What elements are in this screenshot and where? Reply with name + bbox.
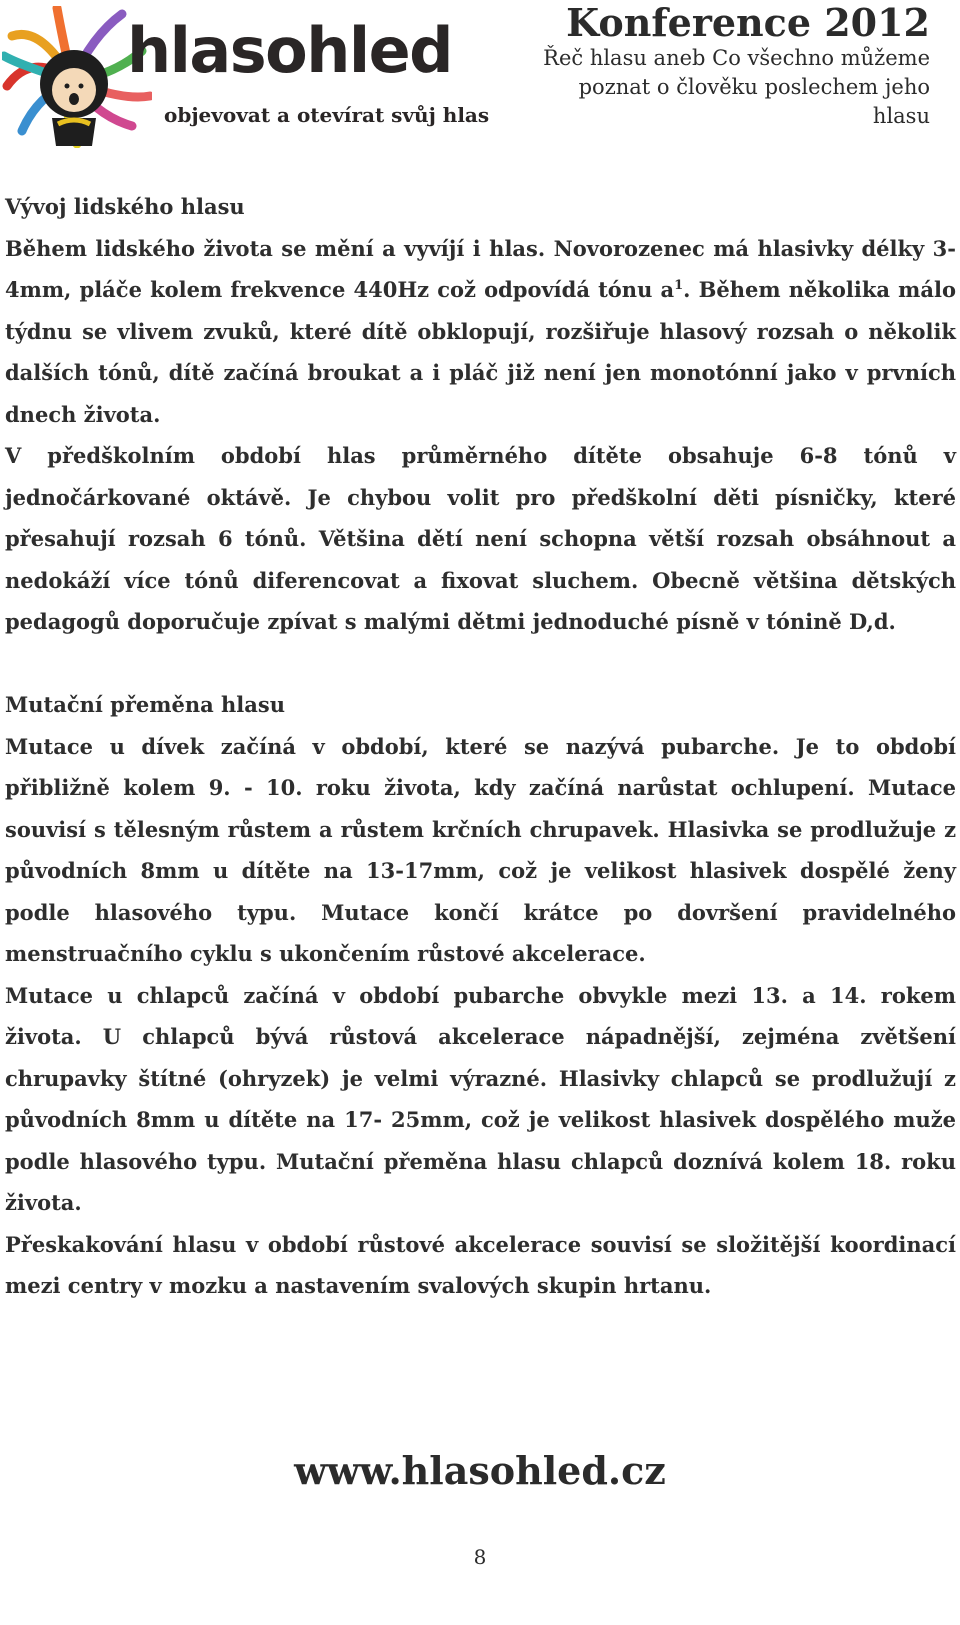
superscript: 1 — [674, 278, 684, 293]
section-heading-voice-mutation: Mutační přeměna hlasu — [5, 692, 285, 717]
conference-header — [510, 2, 930, 131]
hlasohled-logo — [2, 6, 490, 148]
paragraph-voice-breaking: Přeskakování hlasu v období růstové akcelerace souvisí se složitější koordinací mezi centry v mozku a nastavením svalových skupin hrtanu. — [5, 1231, 956, 1298]
logo-wordmark: hlasohled — [127, 14, 453, 87]
article-body — [5, 186, 956, 1307]
conference-title: Konference 2012 — [566, 0, 930, 45]
conference-subtitle-line-1: Řeč hlasu aneb Co všechno můžeme — [543, 46, 930, 70]
section-heading-voice-development: Vývoj lidského hlasu — [5, 194, 245, 219]
conference-subtitle-line-3: hlasu — [872, 104, 930, 128]
paragraph-text: Během lidského života se mění a vyvíjí i hlas. Novorozenec má hlasivky délky 3-4mm, pláče kolem frekvence 440Hz což odpovídá tónu a — [5, 235, 956, 302]
website-link[interactable]: www.hlasohled.cz — [294, 1448, 666, 1493]
paragraph-boys-mutation: Mutace u chlapců začíná v období pubarche obvykle mezi 13. a 14. rokem života. U chlapců bývá růstová akcelerace nápadnější, zejména zvětšení chrupavky štítné (ohryzek) je velmi výrazné. Hlasivky chlapců se prodlužují z původních 8mm u dítěte na 17- 25mm, což je velikost hlasivek dospělého muže podle hlasového typu. Mutační přeměna hlasu chlapců doznívá kolem 18. roku života. — [5, 982, 956, 1215]
conference-subtitle-line-2: poznat o člověku poslechem jeho — [578, 75, 930, 99]
spacer — [5, 643, 956, 685]
paragraph-girls-mutation: Mutace u dívek začíná v období, které se nazývá pubarche. Je to období přibližně kolem 9. - 10. roku života, kdy začíná narůstat ochlupení. Mutace souvisí s tělesným růstem a růstem krčních chrupavek. Hlasivka se prodlužuje z původních 8mm u dítěte na 13-17mm, což je velikost hlasivek dospělé ženy podle hlasového typu. Mutace končí krátce po dovršení pravidelného menstruačního cyklu s ukončením růstové akcelerace. — [5, 733, 956, 966]
paragraph-text: . Během několika málo týdnu se vlivem zvuků, které dítě obklopují, rozšiřuje hlasový rozsah o několik dalších tónů, dítě začíná broukat a i pláč již není jen monotónní jako v prvních dnech života. — [5, 277, 956, 427]
paragraph-preschool-voice: V předškolním období hlas průměrného dítěte obsahuje 6-8 tónů v jednočárkované oktávě. Je chybou volit pro předškolní děti písničky, které přesahují rozsah 6 tónů. Většina dětí není schopna větší rozsah obsáhnout a nedokáží více tónů diferencovat a fixovat sluchem. Obecně většina dětských pedagogů doporučuje zpívat s malými dětmi jednoduché písně v tónině D,d. — [5, 443, 956, 634]
logo-tagline: objevovat a otevírat svůj hlas — [164, 103, 490, 127]
page-number: 8 — [473, 1545, 487, 1569]
paragraph-newborn-voice — [5, 228, 956, 436]
